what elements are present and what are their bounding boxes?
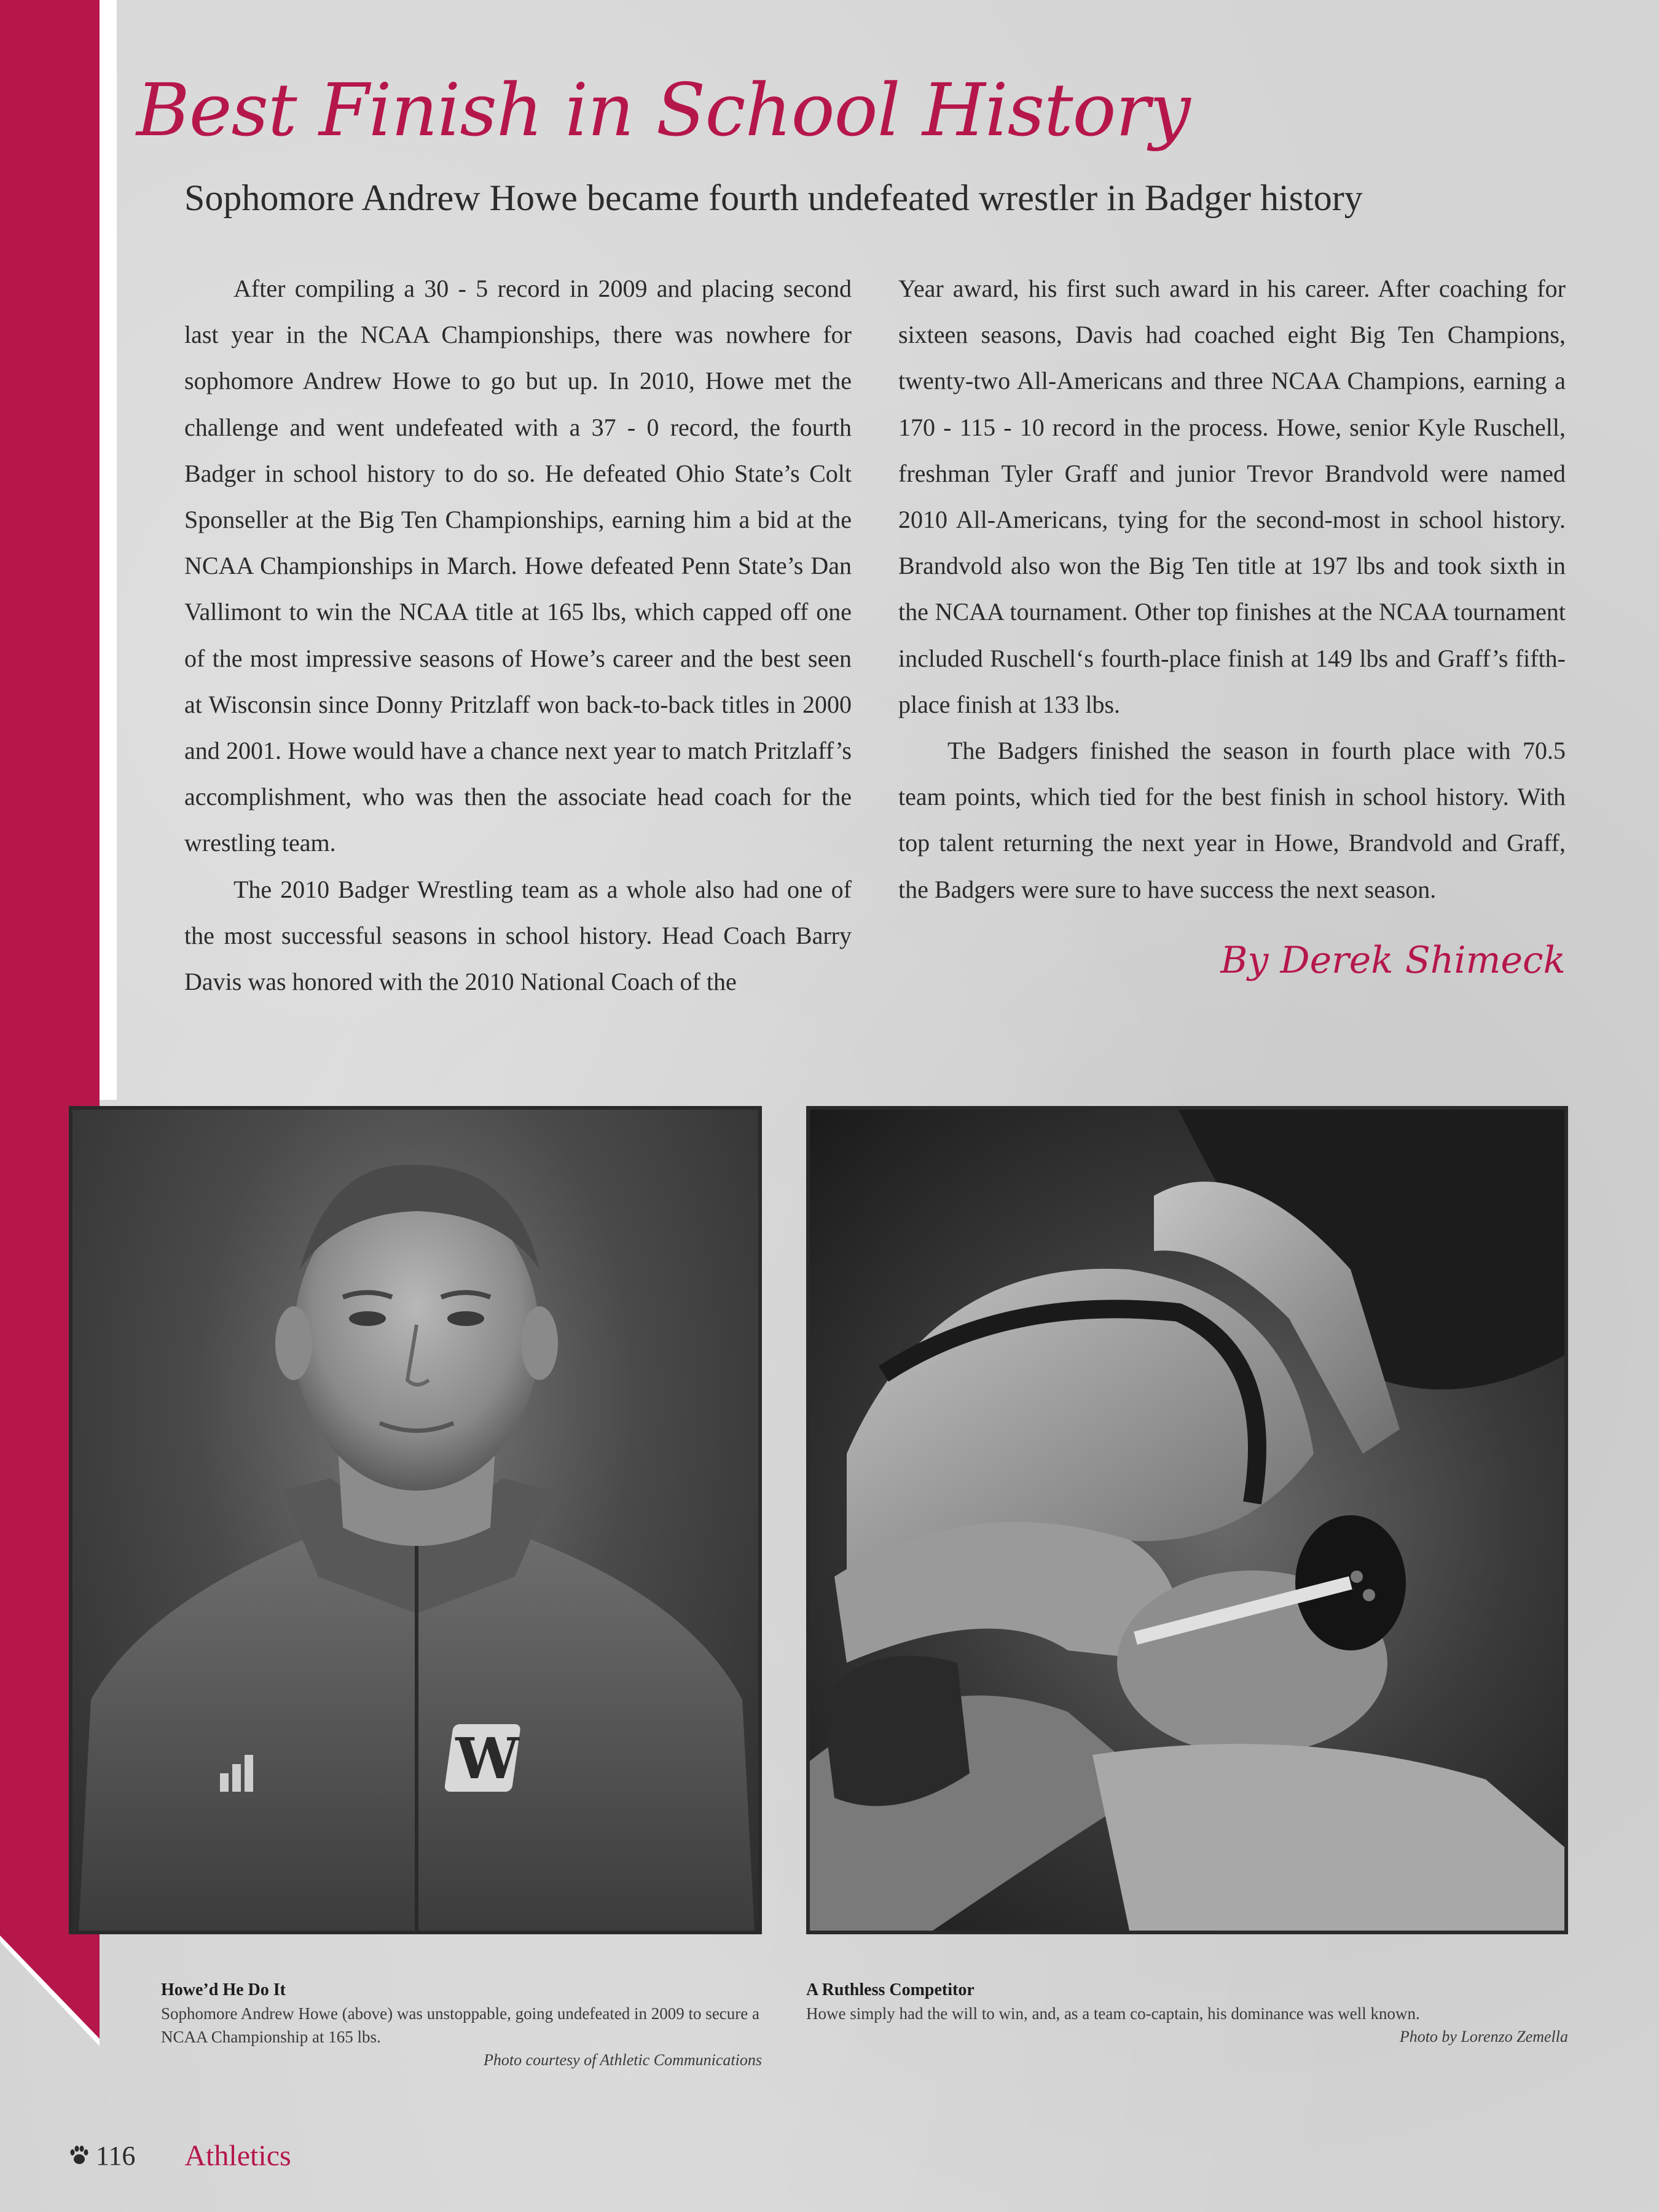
caption-text: Howe simply had the will to win, and, as a team co-captain, his dominance was well known.: [806, 2004, 1420, 2023]
photo-credit: Photo by Lorenzo Zemella: [1399, 2028, 1568, 2045]
portrait-illustration: [73, 1110, 758, 1931]
article-subtitle: Sophomore Andrew Howe became fourth undefeated wrestler in Badger history: [184, 178, 1363, 218]
photo-credit: Photo courtesy of Athletic Communications: [483, 2051, 762, 2069]
article-title: Best Finish in School History: [136, 68, 1190, 152]
action-photo: [806, 1106, 1568, 1934]
paragraph: Year award, his first such award in his career. After coaching for sixteen seasons, Davis had coached eight Big Ten Champions, twenty-two All-Americans and three NCAA Champions, earning a 170 - 115 - 10 record in the process. Howe, senior Kyle Ruschell, freshman Tyler Graff and junior Trevor Brandvold were named 2010 All-Americans, tying for the second-most in school history. Brandvold also won the Big Ten title at 197 lbs and took sixth in the NCAA tournament. Other top finishes at the NCAA tournament included Ruschell‘s fourth-place finish at 149 lbs and Graff’s fifth-place finish at 133 lbs.: [898, 275, 1566, 718]
article-column-1: [184, 265, 852, 1005]
caption-text: Sophomore Andrew Howe (above) was unstoppable, going undefeated in 2009 to secure a NCAA Championship at 165 lbs.: [161, 2004, 759, 2046]
article-column-2: [898, 265, 1566, 912]
action-illustration: [810, 1110, 1564, 1931]
paw-icon: [69, 2145, 90, 2166]
photo-caption-right: [806, 1979, 1568, 2049]
paragraph: The 2010 Badger Wrestling team as a whole also had one of the most successful seasons in school history. Head Coach Barry Davis was honored with the 2010 National Coach of the: [184, 875, 852, 996]
paragraph: The Badgers finished the season in fourth place with 70.5 team points, which tied for the best finish in school history. With top talent returning the next year in Howe, Brandvold and Graff, the Badgers were sure to have success the next season.: [898, 737, 1566, 903]
jacket-logo: W: [455, 1725, 519, 1792]
caption-title: A Ruthless Competitor: [806, 1980, 975, 1999]
photo-caption-left: [161, 1979, 762, 2072]
page-number: 116: [96, 2140, 136, 2171]
section-name: Athletics: [184, 2139, 291, 2172]
caption-title: Howe’d He Do It: [161, 1980, 286, 1999]
portrait-photo: [69, 1106, 762, 1934]
byline: By Derek Shimeck: [1220, 939, 1566, 982]
page-footer: [69, 2137, 291, 2174]
paragraph: After compiling a 30 - 5 record in 2009 and placing second last year in the NCAA Championships, there was nowhere for sophomore Andrew Howe to go but up. In 2010, Howe met the challenge and went undefeated with a 37 - 0 record, the fourth Badger in school history to do so. He defeated Ohio State’s Colt Sponseller at the Big Ten Championships, earning him a bid at the NCAA Championships in March. Howe defeated Penn State’s Dan Vallimont to win the NCAA title at 165 lbs, which capped off one of the most impressive seasons of Howe’s career and the best seen at Wisconsin since Donny Pritzlaff won back-to-back titles in 2000 and 2001. Howe would have a chance next year to match Pritzlaff’s accomplishment, who was then the associate head coach for the wrestling team.: [184, 275, 852, 857]
